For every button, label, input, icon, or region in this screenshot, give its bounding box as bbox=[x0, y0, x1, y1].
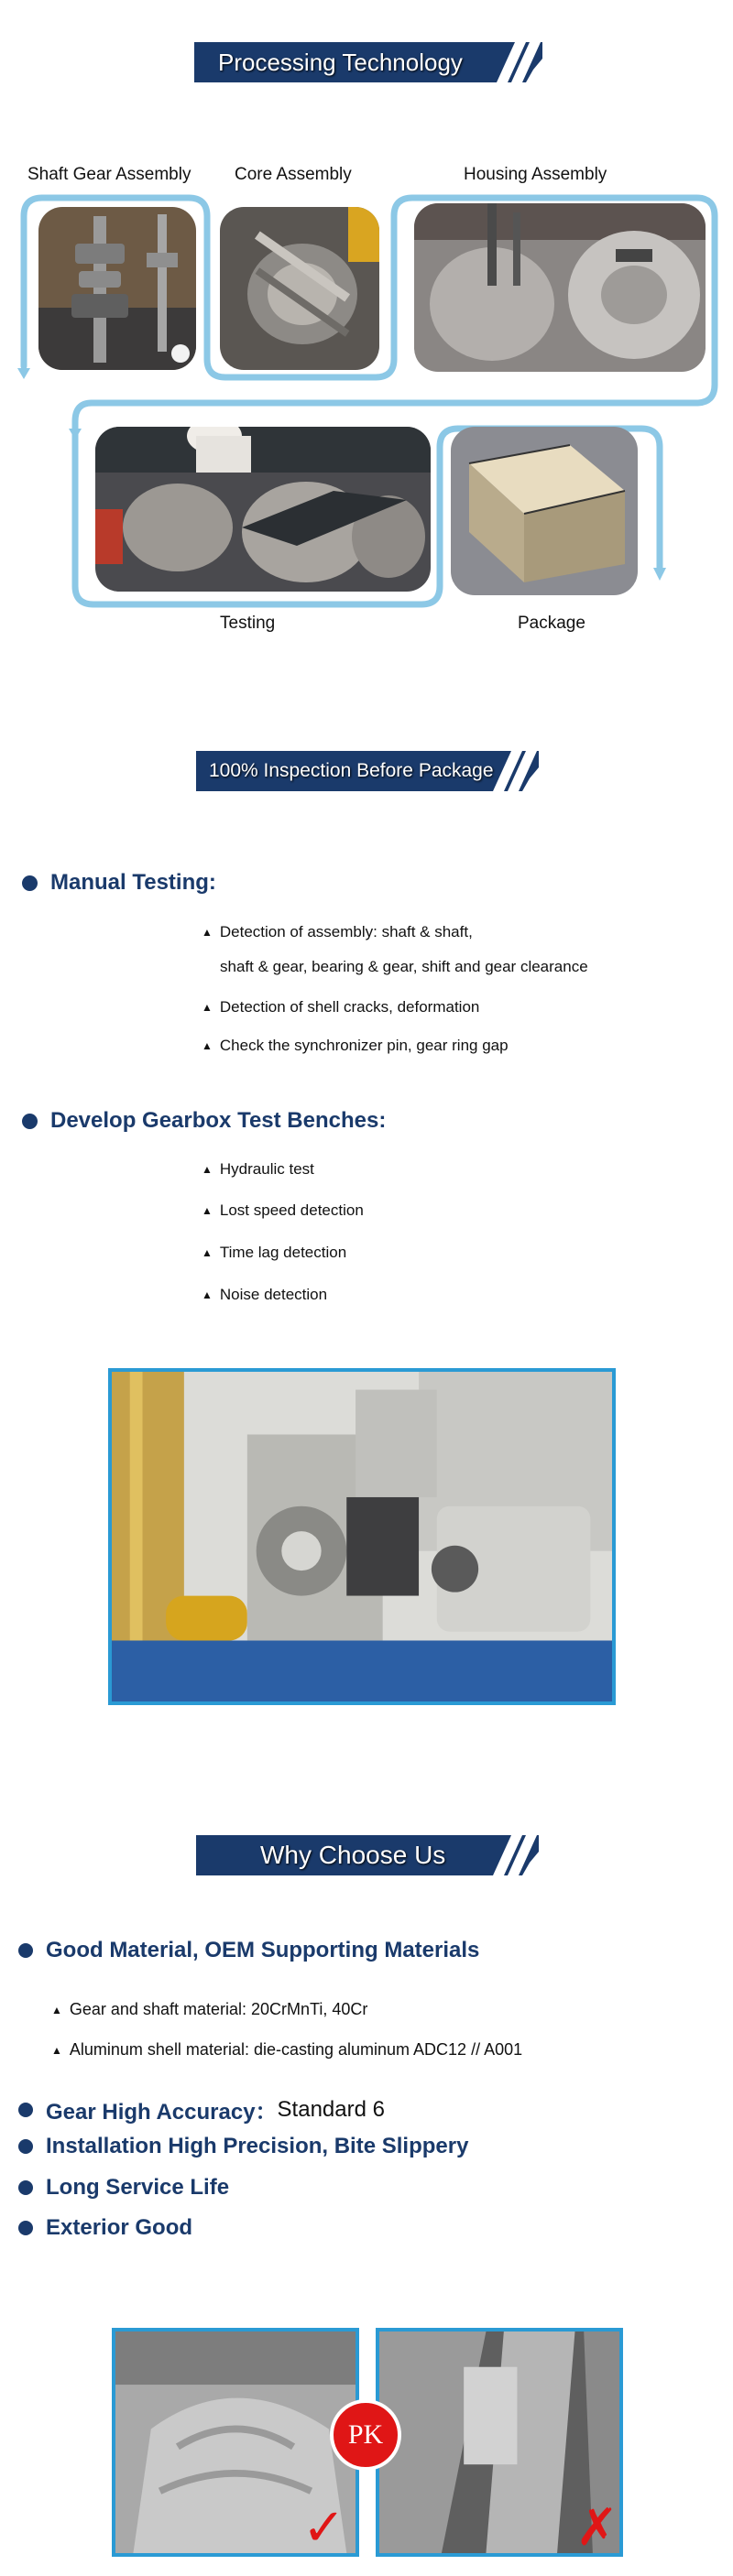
triangle-bullet-icon: ▲ bbox=[51, 2043, 62, 2057]
manual-testing-heading bbox=[22, 870, 216, 896]
item-text: Gear and shaft material: 20CrMnTi, 40Cr bbox=[69, 2000, 368, 2018]
heading-text: Exterior Good bbox=[46, 2215, 193, 2240]
banner-stripes-decoration bbox=[475, 1835, 539, 1875]
item-text: Detection of shell cracks, deformation bbox=[219, 998, 480, 1016]
banner-stripes-decoration bbox=[475, 751, 539, 791]
test-benches-heading bbox=[22, 1108, 386, 1134]
item-text: shaft & gear, bearing & gear, shift and gear clearance bbox=[220, 958, 588, 975]
triangle-bullet-icon: ▲ bbox=[202, 1204, 213, 1217]
item-text: Hydraulic test bbox=[219, 1160, 314, 1178]
manual-item-1-continued bbox=[220, 958, 588, 976]
step-label-core-assembly: Core Assembly bbox=[235, 165, 352, 184]
item-text: Detection of assembly: shaft & shaft, bbox=[219, 923, 473, 940]
bullet-dot bbox=[18, 2221, 33, 2235]
inspection-banner bbox=[196, 751, 539, 791]
triangle-bullet-icon: ▲ bbox=[202, 1039, 213, 1052]
heading-text: Installation High Precision, Bite Slippery bbox=[46, 2134, 469, 2158]
item-text: Noise detection bbox=[219, 1286, 328, 1303]
heading-text: Develop Gearbox Test Benches: bbox=[50, 1108, 387, 1133]
bullet-dot bbox=[18, 1943, 33, 1958]
heading-text: Long Service Life bbox=[46, 2175, 230, 2200]
banner-title: 100% Inspection Before Package bbox=[209, 760, 494, 781]
material-item-1 bbox=[51, 2000, 367, 2019]
banner-title: Processing Technology bbox=[218, 48, 463, 76]
banner-stripes-decoration bbox=[478, 42, 542, 82]
bullet-dot bbox=[18, 2139, 33, 2154]
bench-item-3 bbox=[202, 1244, 346, 1262]
heading-text: Manual Testing: bbox=[50, 870, 216, 895]
cross-mark-icon: ✗ bbox=[575, 2498, 618, 2558]
exterior-good-heading bbox=[18, 2215, 192, 2241]
triangle-bullet-icon: ▲ bbox=[202, 1163, 213, 1176]
item-text: Time lag detection bbox=[219, 1244, 347, 1261]
item-text: Check the synchronizer pin, gear ring gap bbox=[219, 1037, 509, 1054]
item-text: Aluminum shell material: die-casting aluminum ADC12 // A001 bbox=[69, 2040, 523, 2059]
gear-accuracy-heading bbox=[18, 2093, 385, 2125]
bullet-dot bbox=[22, 1114, 38, 1129]
triangle-bullet-icon: ▲ bbox=[202, 926, 213, 939]
shaft-gear-assembly-photo bbox=[38, 207, 196, 370]
installation-precision-heading bbox=[18, 2134, 468, 2159]
accuracy-value: Standard 6 bbox=[277, 2096, 385, 2122]
heading-text: Gear High Accuracy： bbox=[46, 2100, 278, 2125]
triangle-bullet-icon: ▲ bbox=[202, 1001, 213, 1014]
manual-item-2 bbox=[202, 998, 479, 1016]
check-mark-icon: ✓ bbox=[302, 2498, 345, 2558]
bullet-dot bbox=[18, 2180, 33, 2195]
good-material-heading bbox=[18, 1938, 479, 1963]
core-assembly-photo bbox=[220, 207, 379, 370]
triangle-bullet-icon: ▲ bbox=[202, 1288, 213, 1301]
step-label-testing: Testing bbox=[220, 614, 276, 633]
banner-title: Why Choose Us bbox=[260, 1841, 446, 1869]
package-photo bbox=[451, 427, 638, 595]
housing-assembly-photo bbox=[414, 203, 706, 372]
bullet-dot bbox=[22, 875, 38, 891]
manual-item-3 bbox=[202, 1037, 509, 1055]
item-text: Lost speed detection bbox=[219, 1201, 364, 1219]
bench-item-1 bbox=[202, 1160, 314, 1179]
bench-item-2 bbox=[202, 1201, 364, 1220]
manual-item-1 bbox=[202, 923, 473, 941]
bench-item-4 bbox=[202, 1286, 327, 1304]
processing-technology-banner bbox=[194, 42, 542, 82]
heading-text: Good Material, OEM Supporting Materials bbox=[46, 1938, 480, 1962]
step-label-housing-assembly: Housing Assembly bbox=[464, 165, 607, 184]
step-label-shaft-gear-assembly: Shaft Gear Assembly bbox=[27, 165, 191, 184]
triangle-bullet-icon: ▲ bbox=[51, 2003, 62, 2016]
long-service-life-heading bbox=[18, 2175, 229, 2201]
material-item-2 bbox=[51, 2040, 522, 2060]
test-bench-photo bbox=[108, 1368, 616, 1705]
step-label-package: Package bbox=[518, 614, 585, 633]
bullet-dot bbox=[18, 2103, 33, 2117]
triangle-bullet-icon: ▲ bbox=[202, 1246, 213, 1259]
testing-photo bbox=[95, 427, 431, 592]
why-choose-us-banner bbox=[196, 1835, 539, 1875]
pk-badge: PK bbox=[330, 2399, 401, 2471]
